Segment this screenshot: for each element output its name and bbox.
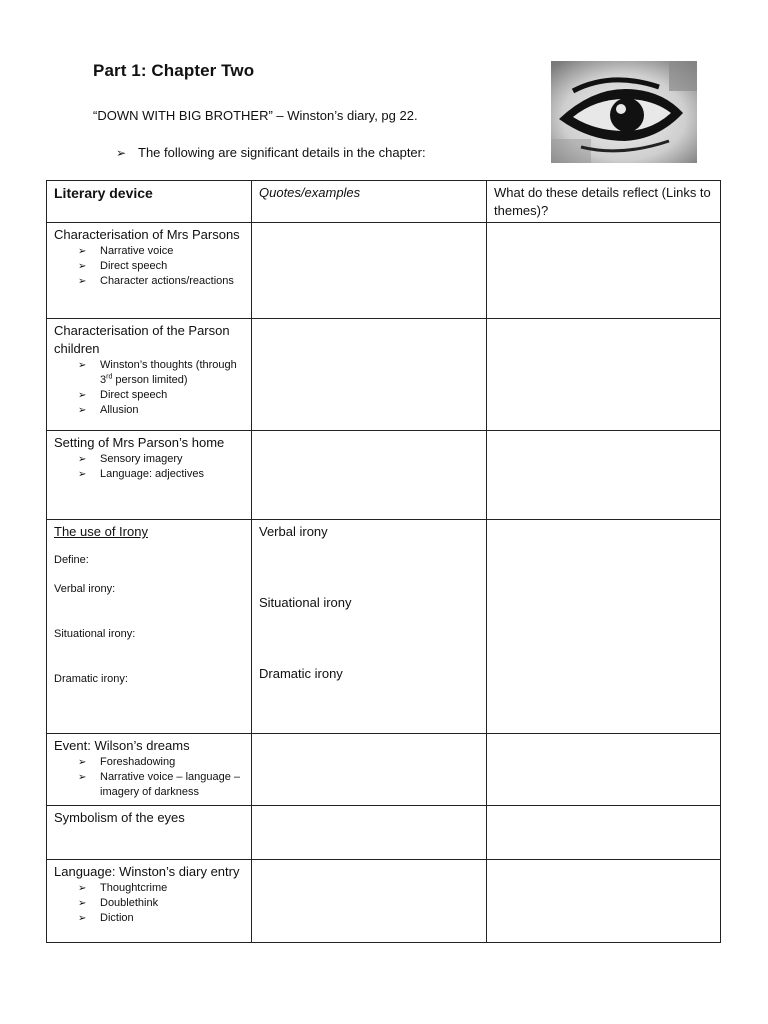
eye-graffiti-image [551,61,697,163]
define-label: Define: [54,554,89,566]
list-item: ➢ Character actions/reactions [78,275,234,287]
list-item: ➢ Doublethink [78,897,159,909]
intro-bullet-text: The following are significant details in the chapter: [138,145,426,160]
list-item: ➢ Language: adjectives [78,468,204,480]
list-item: ➢ Winston’s thoughts (through 3rd person limited) [78,359,237,386]
situational-irony-heading: Situational irony [259,595,352,610]
list-item: ➢ Diction [78,912,134,924]
table-row [47,319,721,431]
table-row [47,520,721,734]
reflect-cell[interactable] [487,806,721,860]
list-item: ➢ Thoughtcrime [78,882,168,894]
quotes-cell[interactable] [252,806,487,860]
row-label-cell [47,860,252,943]
arrow-bullet-icon: ➢ [116,146,127,160]
quotes-cell[interactable] [252,223,487,319]
arrow-bullet-icon: ➢ [78,360,87,371]
verbal-irony-heading: Verbal irony [259,524,328,539]
table-header-row [47,181,721,223]
reflect-cell[interactable] [487,431,721,520]
arrow-bullet-icon: ➢ [78,405,87,416]
sub-list [54,881,244,926]
row-title: Language: Winston’s diary entry [54,864,240,879]
row-label-cell [47,431,252,520]
quotes-cell[interactable] [252,431,487,520]
row-label-cell [47,223,252,319]
row-label-cell [47,520,252,734]
header-quotes-examples: Quotes/examples [252,181,487,223]
quotes-cell[interactable] [252,860,487,943]
situational-irony-label: Situational irony: [54,628,136,640]
arrow-bullet-icon: ➢ [78,276,87,287]
row-title: Characterisation of Mrs Parsons [54,227,240,242]
arrow-bullet-icon: ➢ [78,469,87,480]
list-item: ➢ Direct speech [78,260,168,272]
sub-list [54,755,244,800]
row-label-cell [47,319,252,431]
list-item: ➢ Allusion [78,404,139,416]
worksheet-table [46,180,721,943]
arrow-bullet-icon: ➢ [78,246,87,257]
list-item: ➢ Direct speech [78,389,168,401]
arrow-bullet-icon: ➢ [78,390,87,401]
dramatic-irony-heading: Dramatic irony [259,666,343,681]
sub-list [54,244,244,289]
list-item: ➢ Sensory imagery [78,453,183,465]
row-title: Symbolism of the eyes [54,810,185,825]
row-title: Setting of Mrs Parson’s home [54,435,225,450]
list-item: ➢ Foreshadowing [78,756,176,768]
arrow-bullet-icon: ➢ [78,913,87,924]
header-literary-device: Literary device [47,181,252,223]
reflect-cell[interactable] [487,520,721,734]
quotes-cell[interactable] [252,319,487,431]
reflect-cell[interactable] [487,734,721,806]
table-row [47,860,721,943]
verbal-irony-label: Verbal irony: [54,583,116,595]
arrow-bullet-icon: ➢ [78,898,87,909]
sub-list [54,452,244,482]
arrow-bullet-icon: ➢ [78,454,87,465]
row-label-cell [47,806,252,860]
sub-list [54,358,244,418]
dramatic-irony-label: Dramatic irony: [54,673,128,685]
reflect-cell[interactable] [487,223,721,319]
quotes-cell[interactable] [252,734,487,806]
reflect-cell[interactable] [487,860,721,943]
header-details-reflect: What do these details reflect (Links to themes)? [487,181,721,223]
list-item: ➢ Narrative voice – language – imagery of darkness [78,771,241,798]
table-row [47,734,721,806]
row-title: Event: Wilson’s dreams [54,738,190,753]
row-label-cell [47,734,252,806]
intro-bullet [116,145,426,160]
reflect-cell[interactable] [487,319,721,431]
eye-graffiti-icon [551,61,697,163]
table-row [47,223,721,319]
arrow-bullet-icon: ➢ [78,883,87,894]
quotes-cell[interactable] [252,520,487,734]
row-title: The use of Irony [54,524,148,539]
arrow-bullet-icon: ➢ [78,772,87,783]
table-row [47,806,721,860]
arrow-bullet-icon: ➢ [78,261,87,272]
page-title: Part 1: Chapter Two [93,61,255,80]
list-item: ➢ Narrative voice [78,245,174,257]
row-title: Characterisation of the Parson children [54,323,230,356]
diary-quote: “DOWN WITH BIG BROTHER” – Winston’s diary, pg 22. [93,108,418,123]
arrow-bullet-icon: ➢ [78,757,87,768]
table-row [47,431,721,520]
